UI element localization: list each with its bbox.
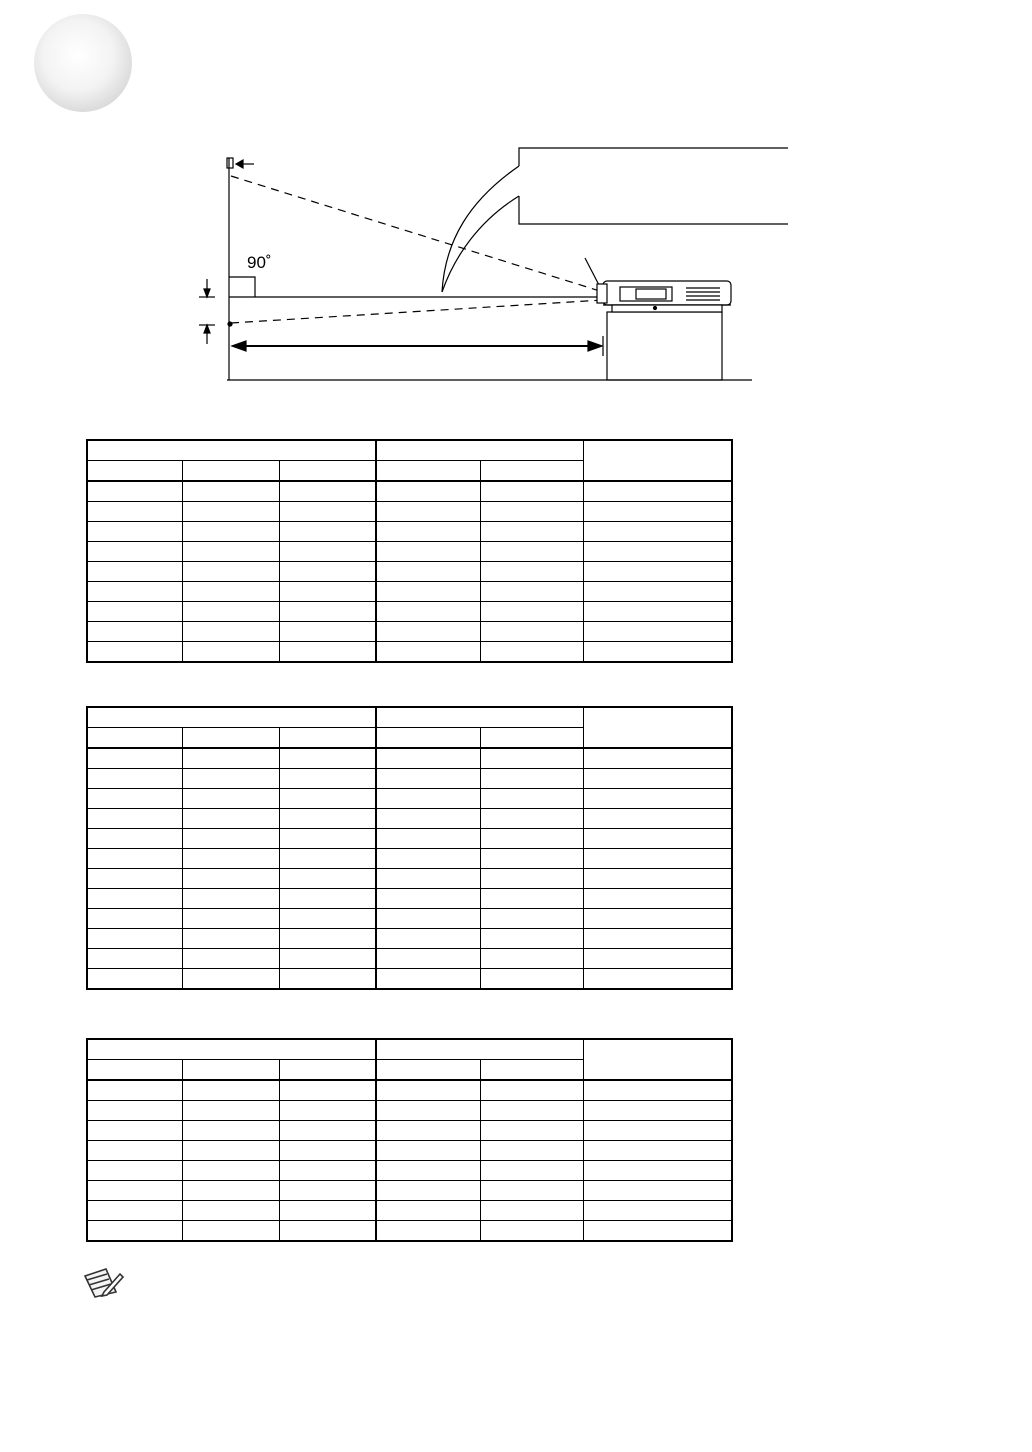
right-angle-mark [229, 277, 255, 297]
table-row [87, 889, 732, 909]
pencil-note-icon [82, 1266, 124, 1298]
table-row [87, 1121, 732, 1141]
table-row [87, 1101, 732, 1121]
table-row [87, 602, 732, 622]
throw-table-1 [86, 439, 733, 663]
table-row [87, 748, 732, 769]
table-row [87, 1201, 732, 1221]
angle-label: 90˚ [247, 253, 272, 272]
screen-top-marker [227, 158, 233, 168]
table-row [87, 1181, 732, 1201]
table-row [87, 1161, 732, 1181]
screen-bottom-point [228, 322, 232, 326]
table-row [87, 481, 732, 502]
table-row [87, 909, 732, 929]
table-row [87, 562, 732, 582]
table-row [87, 949, 732, 969]
table-row [87, 1221, 732, 1242]
lens-pointer-line [585, 258, 600, 287]
callout-pointer-outer [442, 166, 519, 292]
table-row [87, 969, 732, 990]
table-row [87, 642, 732, 663]
table-row [87, 769, 732, 789]
table-row [87, 542, 732, 562]
throw-table-3 [86, 1038, 733, 1242]
table-row [87, 789, 732, 809]
table-row [87, 502, 732, 522]
table-row [87, 809, 732, 829]
projection-ray-bottom [231, 300, 603, 323]
table-row [87, 1080, 732, 1101]
callout-box-top [519, 148, 788, 166]
screen-top-arrowhead [236, 160, 243, 168]
table-row [87, 522, 732, 542]
throw-table-2 [86, 706, 733, 990]
callout-pointer-inner [442, 196, 519, 292]
table-row [87, 929, 732, 949]
projector-stand [607, 312, 722, 380]
projector-icon [597, 281, 731, 312]
table-row [87, 869, 732, 889]
table-row [87, 1141, 732, 1161]
projection-ray-top [231, 176, 603, 292]
table-row [87, 582, 732, 602]
table-row [87, 849, 732, 869]
table-row [87, 829, 732, 849]
projection-diagram [0, 0, 1032, 420]
callout-box-bottom [519, 196, 788, 224]
table-row [87, 622, 732, 642]
